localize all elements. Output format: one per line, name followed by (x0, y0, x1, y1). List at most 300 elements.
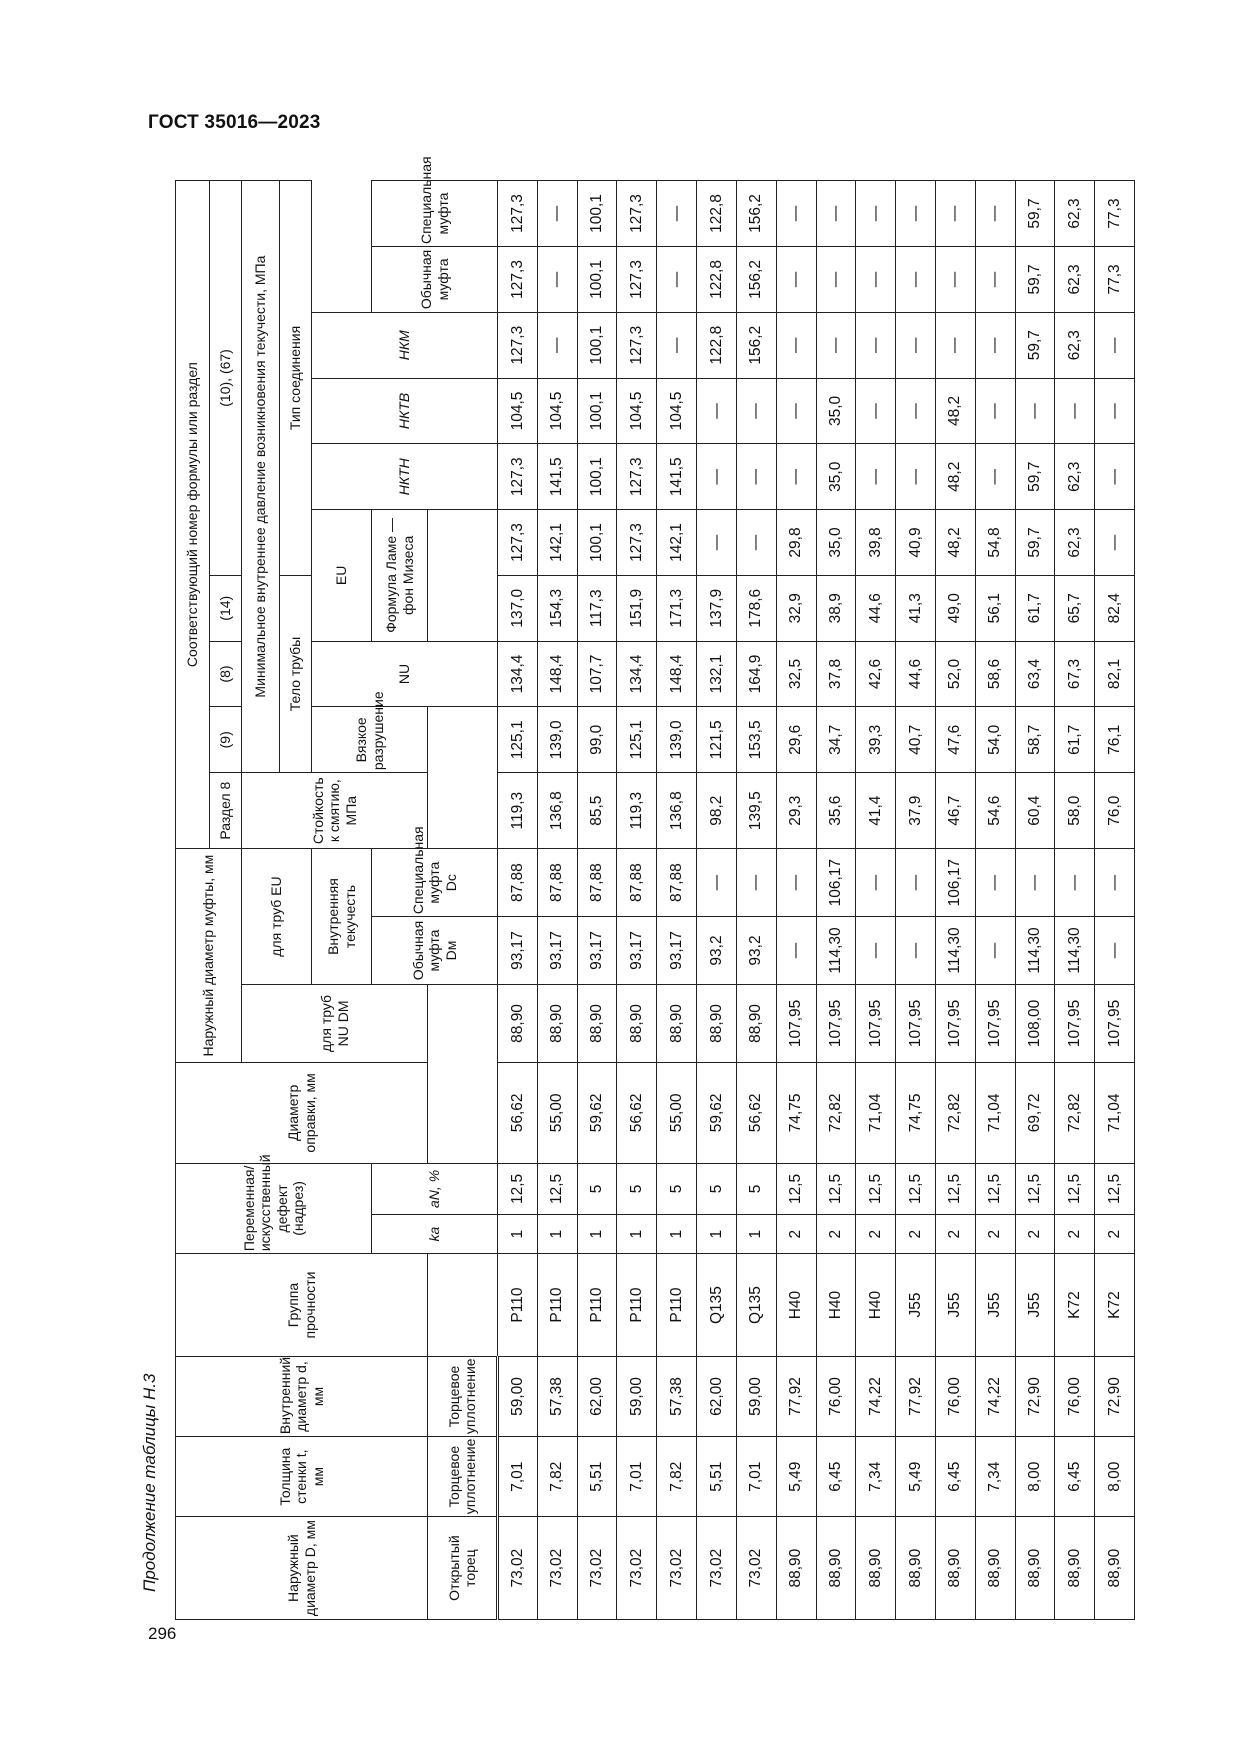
table-cell: 178,6 (736, 575, 776, 641)
col-ka: kа (372, 1215, 498, 1254)
col-wall-thickness: Толщина стенки t, мм (176, 1437, 428, 1517)
table-cell: 58,0 (1055, 773, 1095, 849)
table-cell: J55 (1015, 1254, 1055, 1357)
table-row (1055, 181, 1095, 1620)
table-cell: 114,30 (1015, 917, 1055, 985)
table-cell: 56,62 (736, 1063, 776, 1164)
table-cell: — (657, 312, 697, 378)
table-cell: — (856, 181, 896, 247)
table-cell: 121,5 (697, 707, 737, 773)
table-cell: 37,8 (816, 641, 856, 707)
table-cell: 134,4 (617, 641, 657, 707)
table-cell: 139,0 (537, 707, 577, 773)
table-cell: 88,90 (1095, 1517, 1135, 1620)
table-cell: 6,45 (1055, 1437, 1095, 1517)
table-cell: — (935, 181, 975, 247)
table-cell: 88,90 (975, 1517, 1015, 1620)
table-cell: 12,5 (776, 1163, 816, 1214)
table-row (935, 181, 975, 1620)
table-cell: 107,95 (1055, 984, 1095, 1062)
col-defect: Переменная/искусственный дефект (надрез) (176, 1163, 372, 1253)
table-cell: 12,5 (896, 1163, 936, 1214)
table-cell: 12,5 (935, 1163, 975, 1214)
table-cell: — (975, 444, 1015, 510)
table-cell: 62,3 (1055, 444, 1095, 510)
table-cell: — (697, 444, 737, 510)
table-cell: P110 (498, 1254, 538, 1357)
col-eu-regular-coupling: Обычная муфта Dм (372, 917, 498, 985)
table-cell: 88,90 (776, 1517, 816, 1620)
table-cell: 74,22 (975, 1356, 1015, 1436)
table-cell: 156,2 (736, 312, 776, 378)
table-cell: 88,90 (657, 984, 697, 1062)
table-cell: 62,00 (697, 1356, 737, 1436)
col-mandrel: Диаметр оправки, мм (176, 1063, 428, 1164)
table-cell: — (935, 312, 975, 378)
table-row (736, 181, 776, 1620)
table-cell: 8,00 (1015, 1437, 1055, 1517)
table-cell: 59,00 (736, 1356, 776, 1436)
table-cell: 127,3 (498, 510, 538, 576)
table-cell: 72,90 (1095, 1356, 1135, 1436)
table-cell: 5,49 (896, 1437, 936, 1517)
table-cell: 12,5 (537, 1163, 577, 1214)
col-conn-eu-regular: Обычная муфта (372, 247, 498, 313)
table-cell: 107,7 (577, 641, 617, 707)
col-collapse-resistance: Стойкость к смятию, МПа (242, 773, 428, 849)
table-cell: 7,01 (498, 1437, 538, 1517)
table-cell: 87,88 (498, 849, 538, 917)
table-cell: H40 (856, 1254, 896, 1357)
table-cell: 5,51 (577, 1437, 617, 1517)
table-cell: 93,17 (498, 917, 538, 985)
table-cell: 59,7 (1015, 181, 1055, 247)
table-cell: — (537, 247, 577, 313)
table-cell: 65,7 (1055, 575, 1095, 641)
table-cell: 41,3 (896, 575, 936, 641)
table-cell: 73,02 (657, 1517, 697, 1620)
table-cell: 56,62 (617, 1063, 657, 1164)
table-cell: 104,5 (537, 378, 577, 444)
table-cell: 88,90 (1055, 1517, 1095, 1620)
table-cell: 71,04 (856, 1063, 896, 1164)
table-cell: — (856, 849, 896, 917)
table-cell: 34,7 (816, 707, 856, 773)
table-cell: 7,01 (617, 1437, 657, 1517)
table-cell: 54,6 (975, 773, 1015, 849)
table-cell: 127,3 (498, 312, 538, 378)
col-nktv: НКТВ (312, 378, 498, 444)
table-cell: 125,1 (617, 707, 657, 773)
table-cell: J55 (896, 1254, 936, 1357)
table-cell: 72,90 (1015, 1356, 1055, 1436)
table-cell: 2 (1015, 1215, 1055, 1254)
table-cell: 82,4 (1095, 575, 1135, 641)
col-section-8: Раздел 8 (210, 773, 242, 849)
table-cell: 1 (498, 1215, 538, 1254)
table-cell: — (1095, 917, 1135, 985)
table-row (617, 181, 657, 1620)
table-cell: — (975, 849, 1015, 917)
table-cell: 7,82 (657, 1437, 697, 1517)
table-cell: 141,5 (537, 444, 577, 510)
table-cell: 40,9 (896, 510, 936, 576)
table-cell: — (975, 917, 1015, 985)
document-header: ГОСТ 35016—2023 (148, 112, 321, 133)
table-cell: 12,5 (498, 1163, 538, 1214)
table-cell: 1 (577, 1215, 617, 1254)
table-cell: 12,5 (975, 1163, 1015, 1214)
table-cell: 12,5 (1095, 1163, 1135, 1214)
table-cell: 88,90 (816, 1517, 856, 1620)
table-cell: — (776, 444, 816, 510)
table-cell: 62,00 (577, 1356, 617, 1436)
col-strength-group: Группа прочности (176, 1254, 428, 1357)
table-cell: 106,17 (816, 849, 856, 917)
table-cell: 2 (1055, 1215, 1095, 1254)
table-cell: — (697, 849, 737, 917)
table-cell: 7,82 (537, 1437, 577, 1517)
table-cell: 88,90 (697, 984, 737, 1062)
col-open-end: Открытый торец (428, 1517, 498, 1620)
table-cell: 132,1 (697, 641, 737, 707)
table-cell: 137,9 (697, 575, 737, 641)
table-cell: — (736, 510, 776, 576)
table-cell: 106,17 (935, 849, 975, 917)
table-cell: — (856, 312, 896, 378)
table-cell: 100,1 (577, 181, 617, 247)
table-cell: 77,92 (776, 1356, 816, 1436)
table-cell: 127,3 (617, 181, 657, 247)
table-row (816, 181, 856, 1620)
table-cell: 100,1 (577, 510, 617, 576)
table-cell: 41,4 (856, 773, 896, 849)
table-cell: 44,6 (896, 641, 936, 707)
col-nktn: НКТН (312, 444, 498, 510)
table-cell: 12,5 (1055, 1163, 1095, 1214)
table-cell: — (776, 378, 816, 444)
table-cell: 2 (1095, 1215, 1135, 1254)
table-cell: 56,1 (975, 575, 1015, 641)
table-cell: 153,5 (736, 707, 776, 773)
table-cell: K72 (1095, 1254, 1135, 1357)
table-cell: 49,0 (935, 575, 975, 641)
table-cell: 87,88 (617, 849, 657, 917)
table-cell: 127,3 (498, 247, 538, 313)
table-cell: 74,22 (856, 1356, 896, 1436)
col-formula-14: (14) (210, 575, 242, 641)
table-cell: 35,6 (816, 773, 856, 849)
table-cell: 156,2 (736, 181, 776, 247)
table-cell: 58,6 (975, 641, 1015, 707)
table-cell: 58,7 (1015, 707, 1055, 773)
table-cell: 5,51 (697, 1437, 737, 1517)
table-cell: 35,0 (816, 510, 856, 576)
table-cell: 5 (657, 1163, 697, 1214)
page-number: 296 (148, 1624, 177, 1643)
table-cell: — (697, 378, 737, 444)
table-cell: 7,34 (975, 1437, 1015, 1517)
col-inner-yield: Внутренняя текучесть (312, 849, 372, 985)
table-cell: 2 (776, 1215, 816, 1254)
table-cell: 100,1 (577, 312, 617, 378)
table-cell: 61,7 (1055, 707, 1095, 773)
table-cell: 100,1 (577, 444, 617, 510)
table-cell: — (776, 247, 816, 313)
table-cell: — (896, 378, 936, 444)
table-cell: — (975, 378, 1015, 444)
table-cell: — (1015, 849, 1055, 917)
col-pipe-body: Тело трубы (280, 575, 312, 772)
table-row (498, 181, 538, 1620)
table-cell: 88,90 (736, 984, 776, 1062)
table-cell: 12,5 (1015, 1163, 1055, 1214)
table-cell: 59,62 (697, 1063, 737, 1164)
table-cell: — (776, 181, 816, 247)
table-cell: 54,8 (975, 510, 1015, 576)
table-cell: 137,0 (498, 575, 538, 641)
table-cell: 156,2 (736, 247, 776, 313)
table-cell: 100,1 (577, 247, 617, 313)
table-cell: — (736, 444, 776, 510)
table-cell: 93,2 (697, 917, 737, 985)
table-cell: 69,72 (1015, 1063, 1055, 1164)
table-cell: J55 (975, 1254, 1015, 1357)
table-cell: 76,00 (935, 1356, 975, 1436)
table-row (975, 181, 1015, 1620)
table-cell: 6,45 (816, 1437, 856, 1517)
table-cell: — (896, 444, 936, 510)
table-cell: — (816, 312, 856, 378)
table-cell: — (1055, 378, 1095, 444)
table-cell: 7,01 (736, 1437, 776, 1517)
table-cell: 127,3 (617, 247, 657, 313)
table-row (577, 181, 617, 1620)
table-body (498, 181, 1135, 1620)
table-row (697, 181, 737, 1620)
table-cell: 77,92 (896, 1356, 936, 1436)
table-cell: 2 (856, 1215, 896, 1254)
table-cell: 73,02 (577, 1517, 617, 1620)
rotated-table-container (175, 156, 1135, 1620)
table-cell: 7,34 (856, 1437, 896, 1517)
col-nkm: НКМ (312, 312, 498, 378)
table-cell: 127,3 (617, 444, 657, 510)
table-cell: 114,30 (816, 917, 856, 985)
table-row (1095, 181, 1135, 1620)
table-cell: 107,95 (935, 984, 975, 1062)
col-eu-special-coupling: Специальная муфта Dс (372, 849, 498, 917)
table-cell: — (896, 247, 936, 313)
table-cell: 39,3 (856, 707, 896, 773)
table-row (856, 181, 896, 1620)
table-cell: 114,30 (1055, 917, 1095, 985)
table-cell: 2 (935, 1215, 975, 1254)
col-formula-9: (9) (210, 707, 242, 773)
table-cell: 73,02 (617, 1517, 657, 1620)
table-cell: 88,90 (1015, 1517, 1055, 1620)
table-cell: — (856, 378, 896, 444)
table-cell: 74,75 (896, 1063, 936, 1164)
col-formula-10-67: (10), (67) (210, 181, 242, 576)
table-cell: 57,38 (537, 1356, 577, 1436)
table-cell: — (896, 849, 936, 917)
table-cell: — (975, 312, 1015, 378)
table-cell: 67,3 (1055, 641, 1095, 707)
table-cell: 76,00 (816, 1356, 856, 1436)
table-cell: 56,62 (498, 1063, 538, 1164)
table-cell: 88,90 (935, 1517, 975, 1620)
table-cell: — (1095, 312, 1135, 378)
table-cell: 39,8 (856, 510, 896, 576)
col-outer-diameter: Наружный диаметр D, мм (176, 1517, 428, 1620)
table-cell: — (856, 917, 896, 985)
table-row (1015, 181, 1055, 1620)
table-cell: 48,2 (935, 378, 975, 444)
pipe-data-table (175, 156, 1135, 1620)
table-cell: 171,3 (657, 575, 697, 641)
table-cell: 127,3 (617, 510, 657, 576)
table-cell: 62,3 (1055, 247, 1095, 313)
table-cell: 55,00 (537, 1063, 577, 1164)
table-cell: 122,8 (697, 181, 737, 247)
table-cell: — (856, 444, 896, 510)
table-cell: 93,17 (657, 917, 697, 985)
table-cell: 59,7 (1015, 247, 1055, 313)
table-cell: 73,02 (736, 1517, 776, 1620)
col-lame-von-mises: Формула Ламе — фон Мизеса (372, 510, 428, 642)
table-cell: 57,38 (657, 1356, 697, 1436)
table-cell: 87,88 (577, 849, 617, 917)
table-cell: 5 (736, 1163, 776, 1214)
table-cell: — (816, 247, 856, 313)
table-cell: — (935, 247, 975, 313)
table-cell: — (537, 181, 577, 247)
table-cell: 73,02 (697, 1517, 737, 1620)
table-cell: 93,17 (617, 917, 657, 985)
table-cell: 93,2 (736, 917, 776, 985)
table-cell: — (776, 917, 816, 985)
table-row (896, 181, 936, 1620)
table-cell: 104,5 (617, 378, 657, 444)
table-cell: 122,8 (697, 247, 737, 313)
table-cell: 88,90 (498, 984, 538, 1062)
table-cell: 77,3 (1095, 181, 1135, 247)
table-cell: 32,5 (776, 641, 816, 707)
table-cell: 72,82 (935, 1063, 975, 1164)
table-cell: 59,00 (617, 1356, 657, 1436)
table-cell: 99,0 (577, 707, 617, 773)
table-cell: — (1055, 849, 1095, 917)
table-cell: 37,9 (896, 773, 936, 849)
table-row (776, 181, 816, 1620)
table-cell: 29,3 (776, 773, 816, 849)
col-conn-eu-special: Специальная муфта (372, 181, 498, 247)
table-cell: 151,9 (617, 575, 657, 641)
table-cell: 88,90 (617, 984, 657, 1062)
table-cell: — (1095, 849, 1135, 917)
col-min-internal-pressure: Минимальное внутреннее давление возникновения текучести, МПа (242, 181, 280, 773)
table-cell: 107,95 (896, 984, 936, 1062)
table-cell: 1 (537, 1215, 577, 1254)
table-cell: 71,04 (975, 1063, 1015, 1164)
table-cell: 29,8 (776, 510, 816, 576)
table-cell: 87,88 (537, 849, 577, 917)
table-cell: — (856, 247, 896, 313)
table-cell: J55 (935, 1254, 975, 1357)
table-cell: — (896, 181, 936, 247)
table-cell: 1 (617, 1215, 657, 1254)
table-cell: 107,95 (856, 984, 896, 1062)
table-cell: 40,7 (896, 707, 936, 773)
table-cell: 142,1 (657, 510, 697, 576)
table-cell: 2 (816, 1215, 856, 1254)
table-cell: 29,6 (776, 707, 816, 773)
col-conn-eu: EU (312, 510, 372, 642)
table-cell: 141,5 (657, 444, 697, 510)
table-cell: 93,17 (577, 917, 617, 985)
table-cell: 122,8 (697, 312, 737, 378)
table-cell: 60,4 (1015, 773, 1055, 849)
table-cell: 85,5 (577, 773, 617, 849)
table-cell: 46,7 (935, 773, 975, 849)
table-cell: 47,6 (935, 707, 975, 773)
table-cell: — (1095, 444, 1135, 510)
table-cell: 62,3 (1055, 312, 1095, 378)
table-cell: 117,3 (577, 575, 617, 641)
table-cell: 8,00 (1095, 1437, 1135, 1517)
table-cell: 139,5 (736, 773, 776, 849)
table-cell: 142,1 (537, 510, 577, 576)
table-cell: Q135 (736, 1254, 776, 1357)
col-end-seal-14: Торцевое уплотнение (428, 1356, 498, 1436)
table-cell: 61,7 (1015, 575, 1055, 641)
table-cell: — (697, 510, 737, 576)
table-cell: 5 (617, 1163, 657, 1214)
col-inner-diameter: Внутренний диаметр d, мм (176, 1356, 428, 1436)
table-cell: 93,17 (537, 917, 577, 985)
table-cell: 32,9 (776, 575, 816, 641)
table-continuation-caption: Продолжение таблицы Н.3 (140, 1373, 159, 1592)
table-cell: 98,2 (697, 773, 737, 849)
table-cell: 2 (975, 1215, 1015, 1254)
table-cell: 5 (577, 1163, 617, 1214)
table-cell: 59,7 (1015, 312, 1055, 378)
table-cell: 1 (657, 1215, 697, 1254)
table-cell: 88,90 (537, 984, 577, 1062)
table-cell: 107,95 (1095, 984, 1135, 1062)
table-cell: H40 (816, 1254, 856, 1357)
table-cell: K72 (1055, 1254, 1095, 1357)
table-cell: 59,7 (1015, 510, 1055, 576)
table-cell: 74,75 (776, 1063, 816, 1164)
col-ductile-failure: Вязкое разрушение (312, 707, 428, 773)
table-cell: — (896, 917, 936, 985)
col-conn-nu: NU (312, 641, 498, 707)
table-cell: 108,00 (1015, 984, 1055, 1062)
col-coupling-diameter: Наружный диаметр муфты, мм (176, 849, 242, 1063)
col-an: aN, % (372, 1163, 498, 1214)
table-cell: — (1095, 378, 1135, 444)
table-cell: 73,02 (498, 1517, 538, 1620)
table-cell: — (1015, 378, 1055, 444)
table-cell: 107,95 (975, 984, 1015, 1062)
table-cell: 73,02 (537, 1517, 577, 1620)
table-cell: 77,3 (1095, 247, 1135, 313)
table-cell: — (736, 849, 776, 917)
table-cell: H40 (776, 1254, 816, 1357)
col-formula-8: (8) (210, 641, 242, 707)
